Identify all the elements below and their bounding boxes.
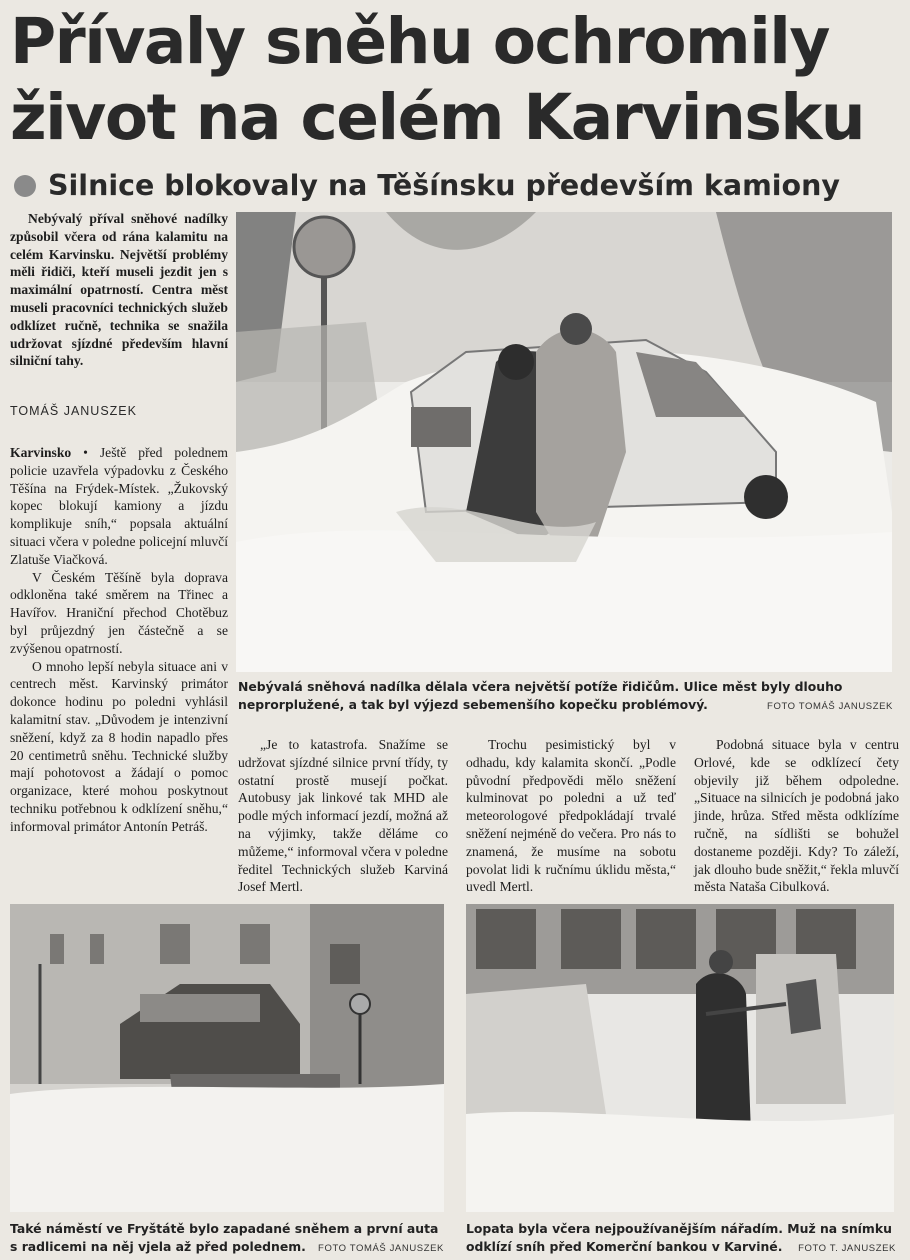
subheadline xyxy=(14,166,904,206)
caption-left-text: Také náměstí ve Fryštátě bylo zapadané sněhem a první auta s radlicemi na něj vjela až před polednem. xyxy=(10,1221,439,1254)
headline xyxy=(10,4,905,156)
photo-shoveling xyxy=(466,904,894,1212)
photo-credit: FOTO TOMÁŠ JANUSZEK xyxy=(767,701,893,712)
lead-text: Nebývalý příval sněhové nadílky způsobil včera od rána kalamitu na celém Karvinsku. Největší problémy měli řidiči, kteří museli jezdit jen s maximální opatrností. Centra měst museli pracovníci technických služeb odklízet ručně, technika se snažila udržovat sjízdné především hlavní silniční tahy. xyxy=(10,211,228,369)
photo-car-push xyxy=(236,212,892,672)
paragraph-text: Ještě před polednem policie uzavřela výpadovku z Českého Těšína na Frýdek-Místek. „Žukovský kopec blokují kamiony a jízdu komplikuje sníh,“ popsala aktuální situaci včera v poledne policejní mluvčí Zlatuše Viačková. xyxy=(10,445,229,567)
paragraph: „Je to katastrofa. Snažíme se udržovat sjízdné silnice první třídy, ty ostatní prostě musejí počkat. Autobusy jak linkové tak MHD ale podle mých informací jezdí, možná až na výjimky, takže děláme co můžeme,“ informoval včera v poledne ředitel Technických služeb Karviná Josef Mertl. xyxy=(238,737,448,895)
caption-main-text: Nebývalá sněhová nadílka dělala včera největší potíže řidičům. Ulice měst byly dlouho neprorplužené, a tak byl výjezd sebemenšího kopečku problémový. xyxy=(238,679,843,712)
subheadline-text: Silnice blokovaly na Těšínsku především kamiony xyxy=(48,169,840,202)
paragraph: O mnoho lepší nebyla situace ani v centrech měst. Karvinský primátor dokonce hodinu po poledni vyhlásil kalamitní stav. „Důvodem je intenzivní sněžení, když za 8 hodin napadlo přes 20 centimetrů sněhu. Technické služby mají pohotovost a žádají o pomoc organizace, které mohou poskytnout techniku potřebnou k odklízení sněhu,“ informoval primátor Antonín Petráš. xyxy=(10,658,228,834)
dateline-separator: • xyxy=(71,445,100,460)
lead-paragraph xyxy=(10,210,228,370)
caption-main xyxy=(238,678,893,716)
article-column-1 xyxy=(10,444,228,836)
article-column-2 xyxy=(238,736,448,896)
paragraph xyxy=(10,444,228,569)
photo-credit: FOTO TOMÁŠ JANUSZEK xyxy=(318,1243,444,1254)
paragraph: V Českém Těšíně byla doprava odkloněna také směrem na Třinec a Havířov. Hraniční přechod Chotěbuz byl průjezdný jen částečně a se zvýšenou opatrností. xyxy=(10,569,228,656)
headline-line-1: Přívaly sněhu ochromily xyxy=(10,5,829,78)
paragraph: Podobná situace byla v centru Orlové, kde se odklízecí čety objevily již během odpoledne. „Situace na silnicích je podobná jako jinde, hrůza. Střed města odklízíme ručně, na sídlišti se bohužel dostaneme později. Kdy? To záleží, jak dlouho bude sněžit,“ řekla mluvčí města Nataša Cibulková. xyxy=(694,737,899,895)
paragraph: Trochu pesimistický byl v odhadu, kdy kalamita skončí. „Podle původní předpovědi mělo sněžení kulminovat po poledni a už teď meteorologové předpokládají trvalé sněžení nejméně do večera. Pro nás to znamená, že musíme na sobotu povolat lidi k ručnímu úklidu města,“ uvedl Mertl. xyxy=(466,737,676,895)
photo-shoveling-image xyxy=(466,904,894,1212)
caption-right-text: Lopata byla včera nejpoužívanějším nářadím. Muž na snímku odklízí sníh před Komerční bankou v Karviné. xyxy=(466,1221,892,1254)
headline-line-2: život na celém Karvinsku xyxy=(10,81,865,154)
photo-snowplow-image xyxy=(10,904,444,1212)
author-byline: TOMÁŠ JANUSZEK xyxy=(10,404,137,418)
bullet-icon xyxy=(14,175,36,197)
article-column-4 xyxy=(694,736,899,896)
dateline: Karvinsko xyxy=(10,445,72,460)
photo-car-push-image xyxy=(236,212,892,672)
caption-right xyxy=(466,1220,896,1258)
caption-left xyxy=(10,1220,444,1258)
article-column-3 xyxy=(466,736,676,896)
photo-credit: FOTO T. JANUSZEK xyxy=(798,1243,896,1254)
photo-snowplow xyxy=(10,904,444,1212)
